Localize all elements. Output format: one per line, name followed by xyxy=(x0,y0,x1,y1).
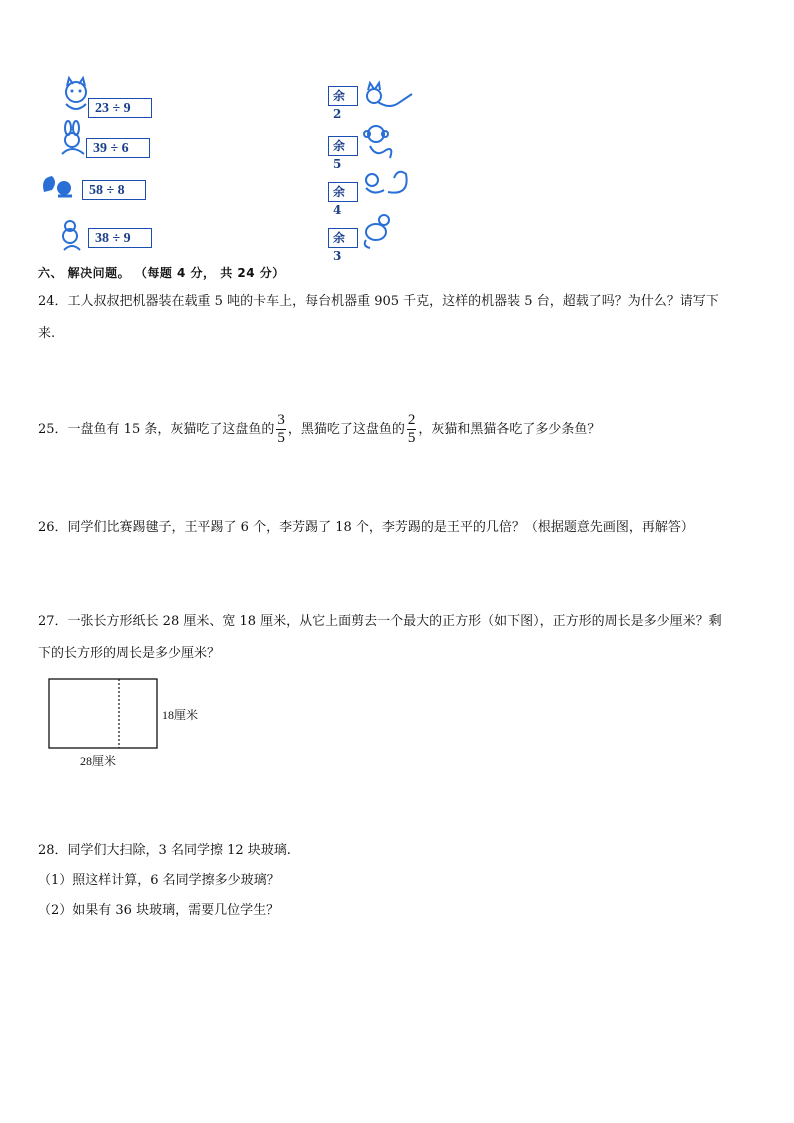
section-title: 六、 解决问题。 （每题 4 分， 共 24 分） xyxy=(38,266,285,280)
question-24-line-2: 来. xyxy=(38,326,56,341)
remainder-box-1: 余2 xyxy=(328,86,358,106)
expression-box-1: 23 ÷ 9 xyxy=(88,98,152,118)
fraction-numerator: 2 xyxy=(407,412,416,428)
fraction-denominator: 5 xyxy=(407,430,416,446)
question-25-text-2: ，黑猫吃了这盘鱼的 xyxy=(287,422,405,437)
question-25 xyxy=(38,410,758,450)
height-label: 18厘米 xyxy=(162,708,199,722)
question-28-sub-1: （1）照这样计算，6 名同学擦多少玻璃？ xyxy=(38,873,280,888)
question-25-text-3: ，灰猫和黑猫各吃了多少条鱼？ xyxy=(418,422,601,437)
question-24-line-1: 24．工人叔叔把机器装在载重 5 吨的卡车上，每台机器重 905 千克，这样的机器装 5 台，超载了吗？为什么？请写下 xyxy=(38,294,719,309)
remainder-box-3: 余4 xyxy=(328,182,358,202)
question-26 xyxy=(38,512,758,544)
question-24 xyxy=(38,286,758,350)
question-25-text-1: 25．一盘鱼有 15 条，灰猫吃了这盘鱼的 xyxy=(38,422,275,437)
expression-box-3: 58 ÷ 8 xyxy=(82,180,146,200)
remainder-box-2: 余5 xyxy=(328,136,358,156)
mouse-icon xyxy=(360,210,400,250)
remainder-box-4: 余3 xyxy=(328,228,358,248)
expression-box-2: 39 ÷ 6 xyxy=(86,138,150,158)
rectangle-figure xyxy=(48,678,160,750)
question-28 xyxy=(38,836,758,926)
question-27 xyxy=(38,606,758,670)
question-27-line-2: 下的长方形的周长是多少厘米？ xyxy=(38,646,221,661)
fraction-three-fifths xyxy=(276,412,286,447)
rectangle-outline xyxy=(49,679,157,748)
fraction-two-fifths xyxy=(407,412,417,447)
question-28-line-1: 28．同学们大扫除，3 名同学擦 12 块玻璃. xyxy=(38,843,291,858)
fox-icon xyxy=(360,80,414,120)
squirrel-icon xyxy=(358,166,414,206)
question-27-line-1: 27．一张长方形纸长 28 厘米、宽 18 厘米，从它上面剪去一个最大的正方形（如下图），正方形的周长是多少厘米？剩 xyxy=(38,614,722,629)
monkey-icon xyxy=(360,122,400,162)
fraction-numerator: 3 xyxy=(277,412,285,428)
question-28-sub-2: （2）如果有 36 块玻璃，需要几位学生？ xyxy=(38,903,280,918)
fraction-denominator: 5 xyxy=(277,430,285,446)
squirrel-icon xyxy=(38,168,78,208)
expression-box-4: 38 ÷ 9 xyxy=(88,228,152,248)
question-26-text: 26．同学们比赛踢毽子，王平踢了 6 个，李芳踢了 18 个，李芳踢的是王平的几倍？（根据题意先画图，再解答） xyxy=(38,520,694,535)
width-label: 28厘米 xyxy=(80,754,117,768)
